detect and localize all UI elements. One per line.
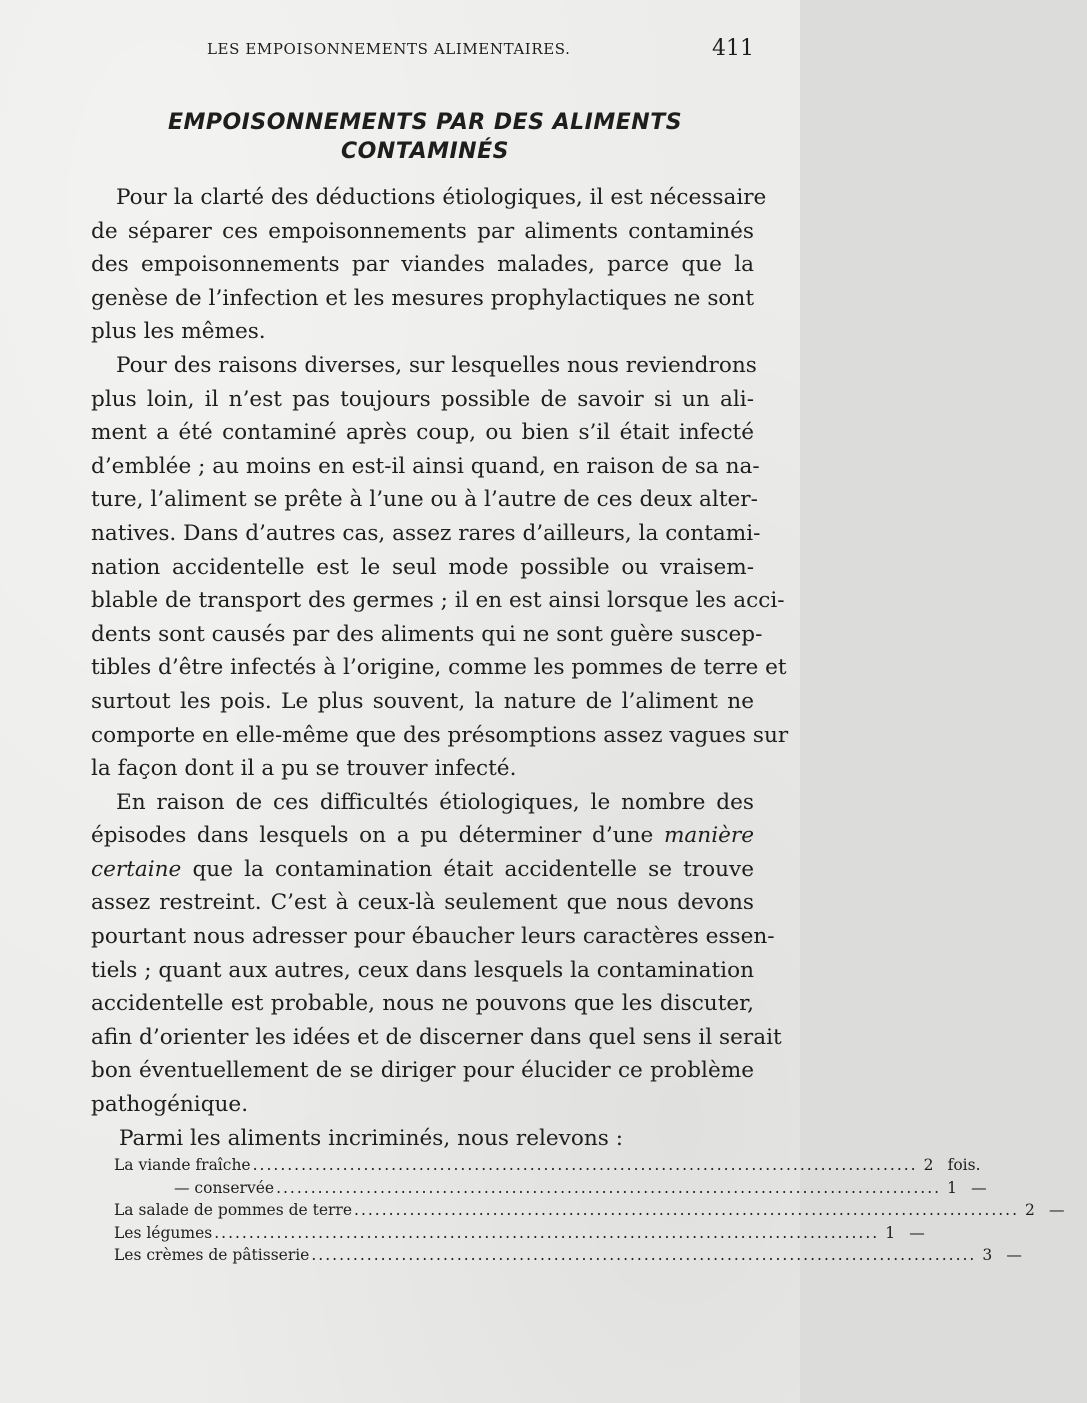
text-line: dents sont causés par des aliments qui ne sont guère suscep-	[91, 621, 763, 647]
text-line: afin d’orienter les idées et de discerner dans quel sens il serait	[91, 1024, 782, 1050]
text-line: d’emblée ; au moins en est-il ainsi quand, en raison de sa na-	[91, 453, 760, 479]
text-line	[91, 819, 754, 853]
leader-dots: ................................................................................................	[311, 1246, 977, 1264]
text-line: Pour la clarté des déductions étiologiques, il est nécessaire	[116, 185, 767, 210]
text-line: comporte en elle-même que des présomptions assez vagues sur	[91, 722, 789, 748]
text-line: ture, l’aliment se prête à l’une ou à l’autre de ces deux alter-	[91, 487, 758, 513]
text-line: pathogénique.	[91, 1092, 249, 1118]
table-item: La salade de pommes de terre	[114, 1201, 353, 1219]
text-line: nation accidentelle est le seul mode possible ou vraisem-	[91, 554, 754, 580]
text-line: natives. Dans d’autres cas, assez rares d’ailleurs, la contami-	[91, 520, 761, 546]
table-unit: —	[971, 1178, 987, 1197]
text-line: ment a été contaminé après coup, ou bien s’il était infecté	[91, 420, 754, 446]
text-line	[91, 853, 754, 887]
text-line: surtout les pois. Le plus souvent, la nature de l’aliment ne	[91, 688, 754, 714]
table-item: — conservée	[174, 1178, 275, 1197]
table-item: Les légumes	[114, 1223, 213, 1242]
table-count: 1	[885, 1223, 896, 1242]
running-head	[0, 38, 800, 68]
text-line: Pour des raisons diverses, sur lesquelles nous reviendrons	[116, 352, 757, 378]
leader-dots: ................................................................................................	[354, 1201, 1020, 1219]
paragraph-1	[91, 181, 767, 349]
table-count: 2	[1025, 1201, 1035, 1219]
paragraph-2	[91, 349, 789, 786]
table-row	[114, 1246, 1022, 1269]
body-text	[91, 181, 789, 1155]
leader-dots: ................................................................................................	[276, 1178, 942, 1197]
section-heading-line-2: CONTAMINÉS	[341, 139, 509, 164]
emphasis-text: certaine	[91, 856, 182, 882]
table-unit: fois.	[947, 1156, 981, 1174]
paragraph-3	[91, 786, 782, 1122]
text-line: En raison de ces difficultés étiologiques, le nombre des	[116, 789, 754, 815]
table-row	[114, 1201, 1065, 1224]
table-unit: —	[1006, 1246, 1022, 1264]
table-row	[114, 1223, 925, 1247]
text-line: assez restreint. C’est à ceux-là seulement que nous devons	[91, 890, 754, 916]
emphasis-text: manière	[663, 823, 754, 849]
table-item: La viande fraîche	[114, 1156, 251, 1174]
text-line: plus les mêmes.	[91, 319, 266, 345]
text-line: Parmi les aliments incriminés, nous relevons :	[119, 1125, 623, 1151]
text-line: de séparer ces empoisonnements par aliments contaminés	[91, 218, 754, 244]
leader-dots: ................................................................................................	[252, 1156, 918, 1174]
page-number: 411	[712, 36, 754, 61]
list-intro	[91, 1122, 754, 1156]
text-run: épisodes dans lesquels on a pu déterminer d’une	[91, 823, 664, 849]
text-line: accidentelle est probable, nous ne pouvons que les discuter,	[91, 991, 754, 1017]
text-line: genèse de l’infection et les mesures prophylactiques ne sont	[91, 285, 754, 311]
running-title: LES EMPOISONNEMENTS ALIMENTAIRES.	[207, 40, 571, 58]
text-line: bon éventuellement de se diriger pour élucider ce problème	[91, 1058, 754, 1084]
leader-dots: ................................................................................................	[214, 1223, 880, 1242]
table-count: 2	[923, 1156, 934, 1174]
text-line: tiels ; quant aux autres, ceux dans lesquels la contamination	[91, 957, 754, 983]
text-line: tibles d’être infectés à l’origine, comme les pommes de terre et	[91, 655, 787, 681]
section-heading-line-1: EMPOISONNEMENTS PAR DES ALIMENTS	[167, 110, 683, 135]
food-count-table	[114, 1156, 1065, 1269]
table-row	[114, 1178, 987, 1202]
table-unit: —	[1049, 1201, 1065, 1219]
table-count: 3	[982, 1246, 993, 1264]
text-run: que la contamination était accidentelle se trouve	[181, 856, 754, 882]
section-heading	[110, 108, 740, 166]
text-line: blable de transport des germes ; il en est ainsi lorsque les acci-	[91, 588, 785, 614]
text-line: pourtant nous adresser pour ébaucher leurs caractères essen-	[91, 924, 775, 950]
table-row	[114, 1156, 981, 1179]
table-item: Les crèmes de pâtisserie	[114, 1246, 310, 1264]
text-line: plus loin, il n’est pas toujours possible de savoir si un ali-	[91, 386, 754, 412]
text-line: la façon dont il a pu se trouver infecté.	[91, 756, 517, 782]
table-unit: —	[909, 1223, 925, 1242]
table-count: 1	[947, 1178, 957, 1197]
text-line: des empoisonnements par viandes malades, parce que la	[91, 252, 754, 278]
